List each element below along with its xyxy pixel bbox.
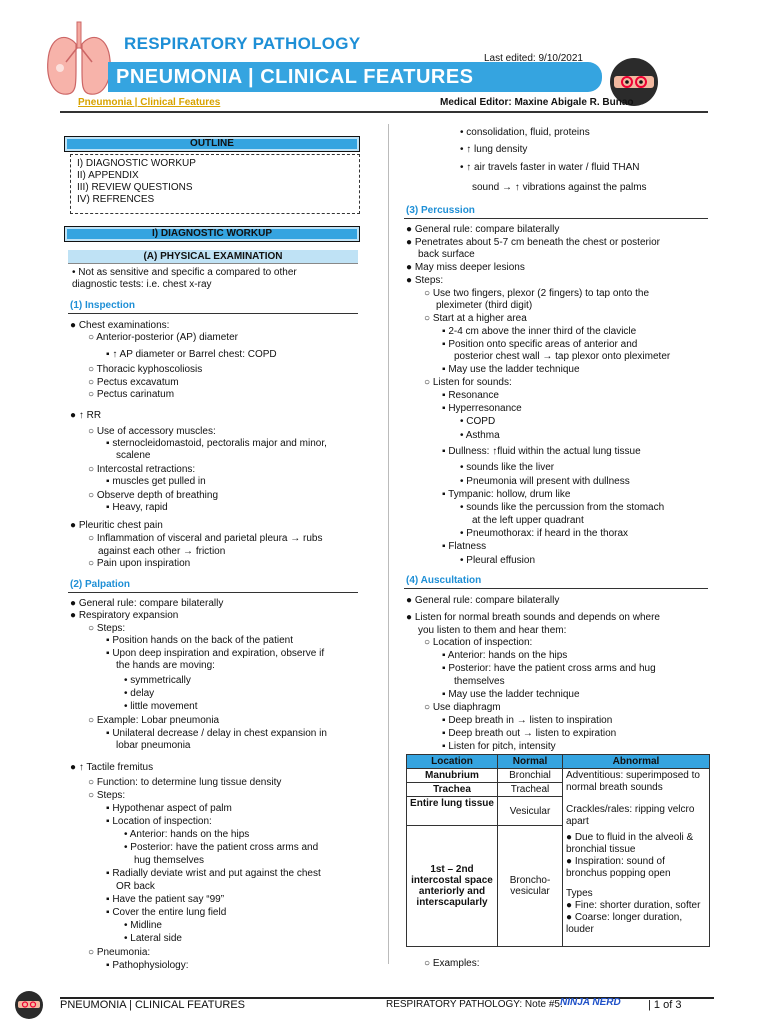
text-line: ○ Use two fingers, plexor (2 fingers) to tap onto the xyxy=(424,288,650,299)
intro-text: • Not as sensitive and specific a compared to other xyxy=(72,267,297,278)
text-line: at the left upper quadrant xyxy=(472,515,584,526)
outline-item[interactable]: IV) REFRENCES xyxy=(77,194,155,205)
text-line: ▪ Have the patient say “99” xyxy=(106,894,225,905)
text-line: ● General rule: compare bilaterally xyxy=(406,595,560,606)
header-rule xyxy=(60,111,708,113)
text-line: ● ↑ RR xyxy=(70,410,102,421)
text-line: ● General rule: compare bilaterally xyxy=(70,598,224,609)
section-inspection: (1) Inspection xyxy=(70,300,136,311)
text-line: • delay xyxy=(124,688,155,699)
text-line: ▪ Flatness xyxy=(442,541,487,552)
table-header: Location xyxy=(407,755,498,769)
text-line: ○ Thoracic kyphoscoliosis xyxy=(88,364,203,375)
text-line: ▪ Heavy, rapid xyxy=(106,502,168,513)
text-line: • consolidation, fluid, proteins xyxy=(460,127,590,138)
text-line: ○ Observe depth of breathing xyxy=(88,490,219,501)
text-line: ▪ Pathophysiology: xyxy=(106,960,189,971)
text-line: ▪ Listen for pitch, intensity xyxy=(442,741,556,752)
subsection-physical-exam: (A) PHYSICAL EXAMINATION xyxy=(68,250,358,264)
text-line: ○ Listen for sounds: xyxy=(424,377,512,388)
text-line: ● General rule: compare bilaterally xyxy=(406,224,560,235)
last-edited: Last edited: 9/10/2021 xyxy=(484,53,583,64)
text-line: ○ Start at a higher area xyxy=(424,313,527,324)
text-line: back surface xyxy=(418,249,475,260)
text-line: ▪ 2-4 cm above the inner third of the clavicle xyxy=(442,326,637,337)
section-rule xyxy=(68,592,358,593)
text-line: pleximeter (third digit) xyxy=(436,300,533,311)
section-rule xyxy=(404,218,708,219)
abnormal-line: ● Coarse: longer duration, louder xyxy=(566,912,683,935)
text-line: ○ Example: Lobar pneumonia xyxy=(88,715,220,726)
lungs-icon xyxy=(44,18,114,100)
text-line: ○ Pain upon inspiration xyxy=(88,558,191,569)
table-header: Abnormal xyxy=(563,755,710,769)
text-line: ● Steps: xyxy=(406,275,444,286)
text-line: ▪ Hyperresonance xyxy=(442,403,522,414)
text-line: ○ Inflammation of visceral and parietal pleura → rubs xyxy=(88,533,323,544)
text-line: ▪ Position hands on the back of the patient xyxy=(106,635,294,646)
text-line: ○ Pectus carinatum xyxy=(88,389,175,400)
intro-text: diagnostic tests: i.e. chest x-ray xyxy=(72,279,212,290)
table-cell: Bronchial xyxy=(498,769,563,783)
text-line: • Lateral side xyxy=(124,933,182,944)
outline-heading: OUTLINE xyxy=(64,136,360,152)
text-line: ▪ muscles get pulled in xyxy=(106,476,206,487)
text-line: • symmetrically xyxy=(124,675,191,686)
text-line: you listen to them and hear them: xyxy=(418,625,567,636)
outline-item[interactable]: II) APPENDIX xyxy=(77,170,139,181)
text-line: ▪ Position onto specific areas of anterior and xyxy=(442,339,638,350)
text-line: ○ Function: to determine lung tissue density xyxy=(88,777,282,788)
text-line: ○ Use of accessory muscles: xyxy=(88,426,216,437)
outline-box xyxy=(70,154,360,214)
page-number: | 1 of 3 xyxy=(648,999,682,1011)
text-line: ▪ ↑ AP diameter or Barrel chest: COPD xyxy=(106,349,277,360)
table-cell: Broncho-vesicular xyxy=(498,826,563,947)
text-line: ▪ Location of inspection: xyxy=(106,816,212,827)
text-line: lobar pneumonia xyxy=(116,740,191,751)
table-header-row xyxy=(407,755,710,769)
section-rule xyxy=(68,313,358,314)
text-line: posterior chest wall → tap plexor onto pleximeter xyxy=(454,351,671,362)
text-line: • Anterior: hands on the hips xyxy=(124,829,250,840)
text-line: ▪ Anterior: hands on the hips xyxy=(442,650,568,661)
text-line: ○ Steps: xyxy=(88,790,126,801)
footer-note: RESPIRATORY PATHOLOGY: Note #5. xyxy=(386,999,563,1010)
text-line: ○ Use diaphragm xyxy=(424,702,501,713)
text-line: ○ Anterior-posterior (AP) diameter xyxy=(88,332,238,343)
text-line: ○ Intercostal retractions: xyxy=(88,464,196,475)
text-line: • Pneumonia will present with dullness xyxy=(460,476,630,487)
table-cell: Manubrium xyxy=(407,769,498,783)
text-line: against each other → friction xyxy=(98,546,226,557)
section-heading-diagnostic: I) DIAGNOSTIC WORKUP xyxy=(64,226,360,242)
text-line: ○ Location of inspection: xyxy=(424,637,533,648)
breadcrumb[interactable]: Pneumonia | Clinical Features xyxy=(78,97,221,108)
table-cell: Entire lung tissue xyxy=(407,797,498,826)
text-line: ▪ Unilateral decrease / delay in chest expansion in xyxy=(106,728,327,739)
text-line: • Posterior: have the patient cross arms and xyxy=(124,842,319,853)
abnormal-line: Types xyxy=(566,888,593,899)
text-line: ▪ Cover the entire lung field xyxy=(106,907,227,918)
abnormal-line: Adventitious: superimposed to normal breath sounds xyxy=(566,770,700,793)
text-line: • ↑ air travels faster in water / fluid THAN xyxy=(460,162,640,173)
text-line: ○ Examples: xyxy=(424,958,480,969)
outline-item[interactable]: III) REVIEW QUESTIONS xyxy=(77,182,193,193)
footer-title: PNEUMONIA | CLINICAL FEATURES xyxy=(60,999,246,1011)
breath-sounds-table xyxy=(406,754,710,947)
text-line: OR back xyxy=(116,881,155,892)
text-line: ▪ May use the ladder technique xyxy=(442,689,580,700)
text-line: ● Chest examinations: xyxy=(70,320,170,331)
text-line: themselves xyxy=(454,676,505,687)
abnormal-line: ● Fine: shorter duration, softer xyxy=(566,900,701,911)
text-line: ● Respiratory expansion xyxy=(70,610,179,621)
text-line: • ↑ lung density xyxy=(460,144,528,155)
ninja-nerd-logo: NINJA NERD xyxy=(560,997,621,1008)
abnormal-line: Crackles/rales: ripping velcro apart xyxy=(566,804,695,827)
section-palpation: (2) Palpation xyxy=(70,579,131,590)
section-rule xyxy=(404,588,708,589)
text-line: the hands are moving: xyxy=(116,660,215,671)
text-line: • little movement xyxy=(124,701,198,712)
text-line: hug themselves xyxy=(134,855,205,866)
text-line: ▪ Deep breath in → listen to inspiration xyxy=(442,715,613,726)
outline-item[interactable]: I) DIAGNOSTIC WORKUP xyxy=(77,158,196,169)
text-line: ○ Pectus excavatum xyxy=(88,377,179,388)
text-line: ▪ Upon deep inspiration and expiration, observe if xyxy=(106,648,325,659)
ninja-mascot-icon xyxy=(14,990,44,1020)
text-line: ▪ sternocleidomastoid, pectoralis major and minor, xyxy=(106,438,327,449)
text-line: ▪ Posterior: have the patient cross arms and hug xyxy=(442,663,656,674)
text-line: ▪ Resonance xyxy=(442,390,499,401)
table-cell: 1st – 2nd intercostal space anteriorly and interscapularly xyxy=(407,826,498,947)
text-line: ▪ Radially deviate wrist and put against the chest xyxy=(106,868,321,879)
table-cell: Vesicular xyxy=(498,797,563,826)
table-cell: Trachea xyxy=(407,783,498,797)
section-auscultation: (4) Auscultation xyxy=(406,575,482,586)
table-cell: Tracheal xyxy=(498,783,563,797)
text-line: ▪ Hypothenar aspect of palm xyxy=(106,803,232,814)
text-line: • Midline xyxy=(124,920,162,931)
text-line: scalene xyxy=(116,450,151,461)
text-line: ▪ May use the ladder technique xyxy=(442,364,580,375)
table-header: Normal xyxy=(498,755,563,769)
text-line: ▪ Dullness: ↑fluid within the actual lung tissue xyxy=(442,446,641,457)
column-divider xyxy=(388,124,389,964)
abnormal-cell xyxy=(563,769,710,947)
text-line: ● Penetrates about 5-7 cm beneath the chest or posterior xyxy=(406,237,660,248)
text-line: sound → ↑ vibrations against the palms xyxy=(472,182,647,193)
text-line: ● Pleuritic chest pain xyxy=(70,520,163,531)
text-line: ▪ Deep breath out → listen to expiration xyxy=(442,728,617,739)
table-row xyxy=(407,769,710,783)
text-line: ○ Steps: xyxy=(88,623,126,634)
course-title: RESPIRATORY PATHOLOGY xyxy=(124,34,361,53)
abnormal-line: ● Due to fluid in the alveoli & bronchial tissue xyxy=(566,832,694,855)
text-line: • sounds like the percussion from the stomach xyxy=(460,502,665,513)
abnormal-line: ● Inspiration: sound of bronchus popping open xyxy=(566,856,671,879)
section-percussion: (3) Percussion xyxy=(406,205,475,216)
text-line: ● ↑ Tactile fremitus xyxy=(70,762,154,773)
text-line: ▪ Tympanic: hollow, drum like xyxy=(442,489,571,500)
text-line: ● Listen for normal breath sounds and depends on where xyxy=(406,612,660,623)
text-line: • Pleural effusion xyxy=(460,555,536,566)
text-line: • COPD xyxy=(460,416,496,427)
text-line: ● May miss deeper lesions xyxy=(406,262,525,273)
text-line: • Asthma xyxy=(460,430,500,441)
text-line: • sounds like the liver xyxy=(460,462,555,473)
text-line: • Pneumothorax: if heard in the thorax xyxy=(460,528,629,539)
medical-editor: Medical Editor: Maxine Abigale R. Bunao xyxy=(440,97,634,108)
text-line: ○ Pneumonia: xyxy=(88,947,151,958)
page-title: PNEUMONIA | CLINICAL FEATURES xyxy=(116,66,474,88)
